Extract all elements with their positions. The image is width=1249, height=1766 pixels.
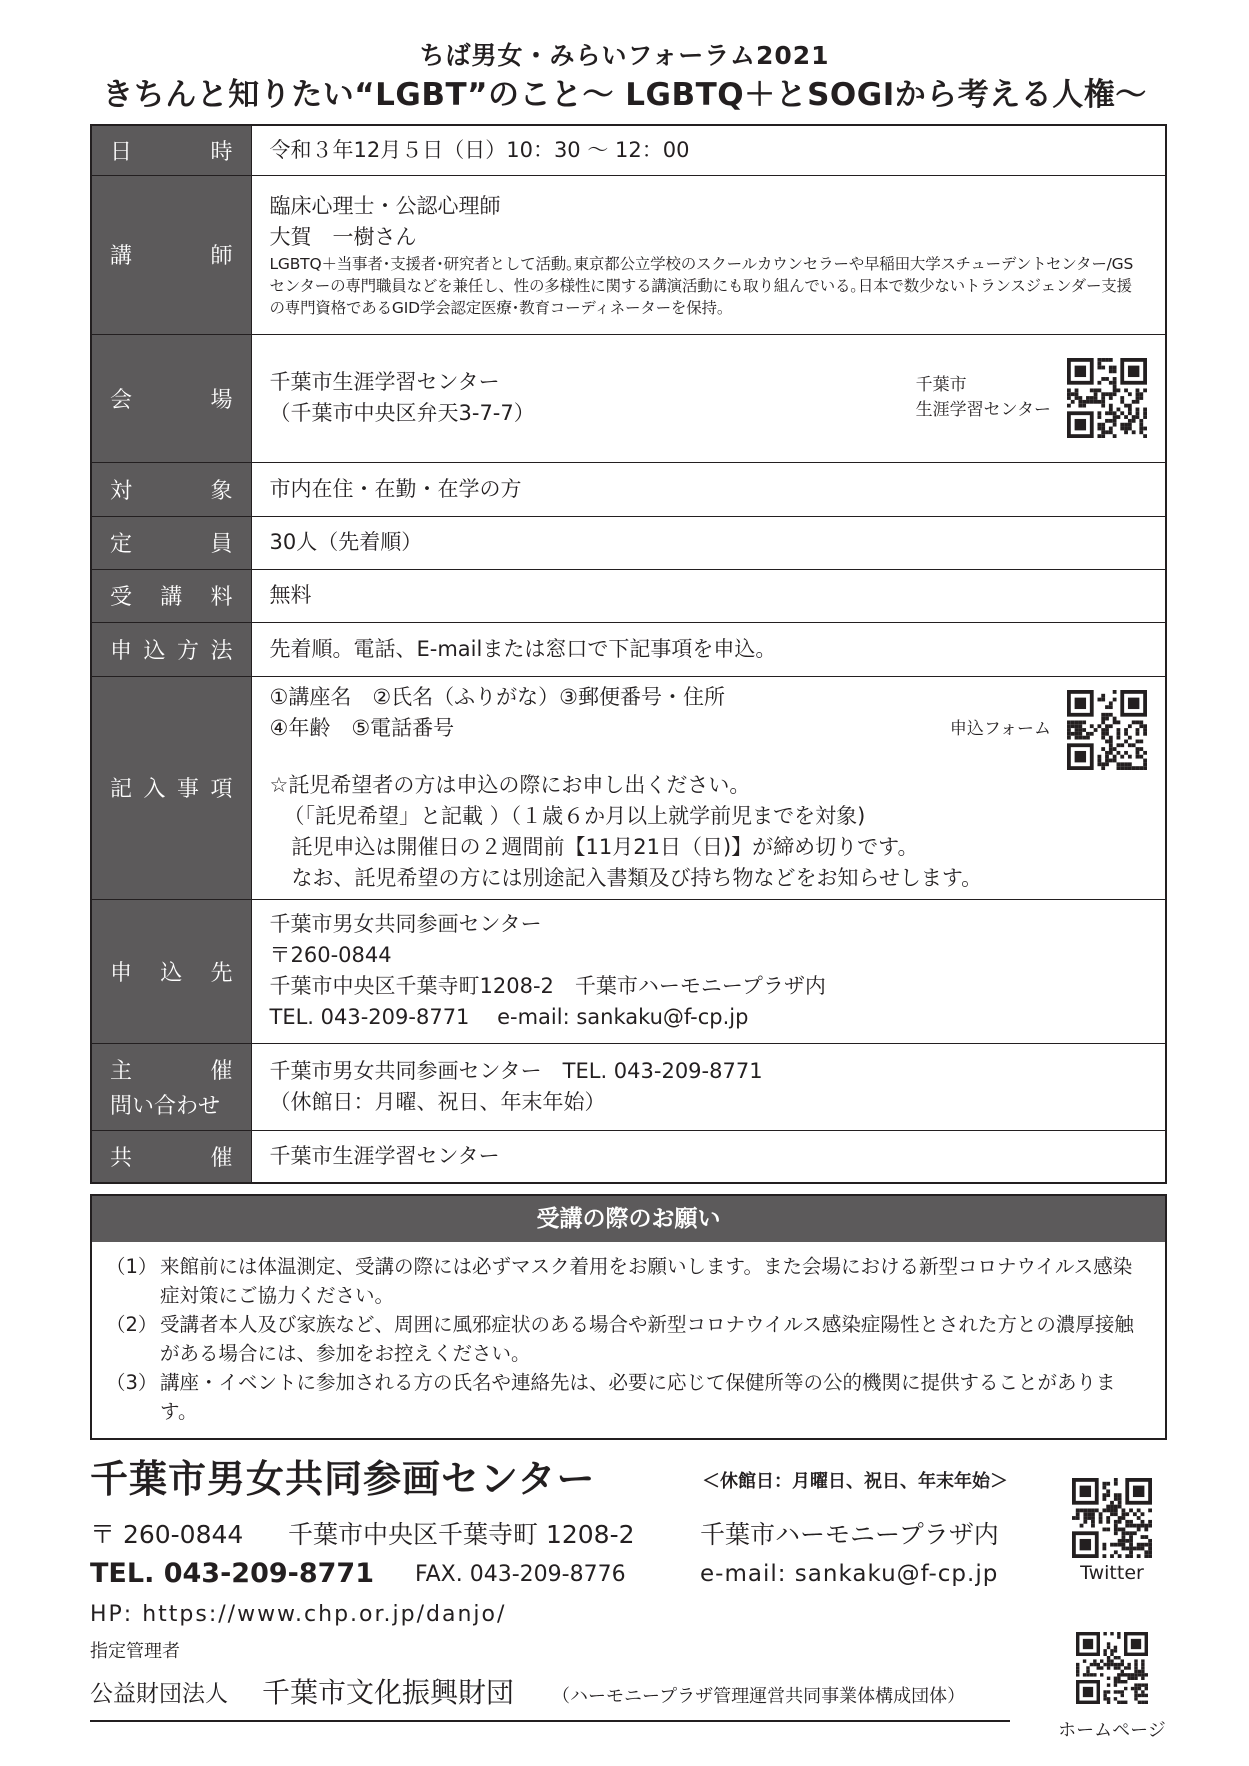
footer bbox=[90, 1455, 1190, 1503]
notice-heading: 受講の際のお願い bbox=[92, 1196, 1165, 1242]
venue-address: （千葉市中央区弁天3-7-7） bbox=[269, 401, 535, 425]
label-inquiry: 問い合わせ bbox=[110, 1093, 221, 1119]
row-capacity bbox=[91, 516, 1166, 569]
apply-form-qr-code-icon[interactable] bbox=[1067, 690, 1147, 770]
label-fee: 受 講 料 bbox=[91, 569, 251, 622]
footer-homepage-link[interactable]: HP: https://www.chp.or.jp/danjo/ bbox=[90, 1602, 507, 1627]
venue-qr-caption-1: 千葉市 bbox=[915, 375, 967, 395]
twitter-qr-code-icon[interactable] bbox=[1072, 1478, 1152, 1558]
label-organizer: 主 催 問い合わせ bbox=[91, 1043, 251, 1130]
entries-line-5: 託児申込は開催日の２週間前【11月21日（日)】が締め切りです。 bbox=[291, 834, 919, 859]
organizer-line-2: （休館日：月曜、祝日、年末年始） bbox=[269, 1089, 606, 1114]
footer-manager-name: 千葉市文化振興財団 bbox=[262, 1676, 515, 1709]
entries-line-3: ☆託児希望者の方は申込の際にお申し出ください。 bbox=[269, 772, 751, 797]
value-target: 市内在住・在勤・在学の方 bbox=[251, 462, 1166, 516]
lecturer-bio: LGBTQ＋当事者･支援者･研究者として活動｡東京都公立学校のスクールカウンセラーや早稲田大学スチューデントセンター/GSセンターの専門職員などを兼任し、性の多様性に関する講演活動にも取り組んでいる｡日本で数少ないトランスジェンダー支援の専門資格であるGID学会認定医療･教育コーディネーターを保持｡ bbox=[269, 254, 1134, 317]
value-entries bbox=[251, 676, 1166, 899]
apply-to-line-3: 千葉市中央区千葉寺町1208-2 千葉市ハーモニープラザ内 bbox=[269, 974, 826, 998]
row-fee bbox=[91, 569, 1166, 622]
venue-qr-caption-2: 生涯学習センター bbox=[915, 400, 1051, 420]
label-target: 対 象 bbox=[91, 462, 251, 516]
value-date: 令和３年12月５日（日）10：30 ～ 12：00 bbox=[251, 125, 1166, 175]
label-method: 申 込 方 法 bbox=[91, 622, 251, 676]
footer-closed-days: ＜休館日：月曜日、祝日、年末年始＞ bbox=[702, 1471, 1008, 1492]
event-subtitle: ちば男女・みらいフォーラム2021 bbox=[419, 41, 830, 70]
entries-line-1: ①講座名 ②氏名（ふりがな）③郵便番号・住所 bbox=[269, 684, 725, 709]
homepage-qr-code-icon[interactable] bbox=[1076, 1632, 1148, 1704]
row-venue bbox=[91, 334, 1166, 462]
event-title: きちんと知りたい“LGBT”のこと～ LGBTQ＋とSOGIから考える人権～ bbox=[102, 77, 1147, 113]
row-apply-to bbox=[91, 899, 1166, 1043]
homepage-qr-block bbox=[1052, 1632, 1172, 1742]
row-date bbox=[91, 125, 1166, 175]
footer-manager-prefix: 公益財団法人 bbox=[90, 1681, 228, 1707]
notice-item: （2） 受講者本人及び家族など、周囲に風邪症状のある場合や新型コロナウイルス感染症陽性とされた方との濃厚接触がある場合には、参加をお控えください。 bbox=[106, 1313, 1134, 1365]
label-capacity: 定 員 bbox=[91, 516, 251, 569]
homepage-label: ホームページ bbox=[1058, 1720, 1166, 1741]
value-organizer bbox=[251, 1043, 1166, 1130]
footer-divider bbox=[90, 1720, 1010, 1722]
footer-address: 千葉市中央区千葉寺町 1208-2 bbox=[288, 1520, 635, 1549]
entries-line-4: （「託児希望」と記載 ）（１歳６か月以上就学前児までを対象) bbox=[283, 803, 866, 828]
footer-manager-label: 指定管理者 bbox=[90, 1641, 180, 1662]
footer-center-name: 千葉市男女共同参画センター bbox=[90, 1457, 596, 1501]
label-entries: 記 入 事 項 bbox=[91, 676, 251, 899]
notice-item: （1） 来館前には体温測定、受講の際には必ずマスク着用をお願いします。また会場における新型コロナウイルス感染症対策にご協力ください。 bbox=[106, 1255, 1133, 1307]
lecturer-title: 臨床心理士・公認心理師 bbox=[269, 193, 501, 218]
row-co-host bbox=[91, 1130, 1166, 1183]
value-apply-to bbox=[251, 899, 1166, 1043]
footer-email[interactable]: e-mail: sankaku@f-cp.jp bbox=[700, 1561, 999, 1587]
notice-box bbox=[90, 1194, 1167, 1440]
apply-to-line-2: 〒260-0844 bbox=[269, 943, 392, 967]
footer-fax: FAX. 043-209-8776 bbox=[415, 1562, 626, 1587]
event-info-table bbox=[90, 124, 1167, 1184]
apply-form-qr-caption: 申込フォーム bbox=[949, 719, 1051, 739]
value-lecturer bbox=[251, 175, 1166, 334]
row-method bbox=[91, 622, 1166, 676]
value-fee: 無料 bbox=[251, 569, 1166, 622]
footer-tel[interactable]: TEL. 043-209-8771 bbox=[90, 1558, 375, 1589]
value-method: 先着順。電話、E-mailまたは窓口で下記事項を申込。 bbox=[251, 622, 1166, 676]
row-entries bbox=[91, 676, 1166, 899]
row-organizer bbox=[91, 1043, 1166, 1130]
value-venue bbox=[251, 334, 1166, 462]
organizer-line-1: 千葉市男女共同参画センター TEL. 043-209-8771 bbox=[269, 1058, 763, 1083]
venue-name: 千葉市生涯学習センター bbox=[269, 370, 500, 394]
apply-to-line-4: TEL. 043-209-8771 e-mail: sankaku@f-cp.jp bbox=[269, 1005, 749, 1029]
row-lecturer bbox=[91, 175, 1166, 334]
label-co-host: 共 催 bbox=[91, 1130, 251, 1183]
notice-item: （3） 講座・イベントに参加される方の氏名や連絡先は、必要に応じて保健所等の公的機関に提供することがあります。 bbox=[106, 1371, 1116, 1423]
twitter-qr-block bbox=[1062, 1478, 1162, 1584]
value-co-host: 千葉市生涯学習センター bbox=[251, 1130, 1166, 1183]
value-capacity: 30人（先着順） bbox=[251, 516, 1166, 569]
label-venue: 会 場 bbox=[91, 334, 251, 462]
label-date: 日 時 bbox=[91, 125, 251, 175]
venue-qr-code-icon[interactable] bbox=[1067, 358, 1147, 438]
label-lecturer: 講 師 bbox=[91, 175, 251, 334]
footer-manager-note: （ハーモニープラザ管理運営共同事業体構成団体） bbox=[552, 1686, 966, 1707]
row-target bbox=[91, 462, 1166, 516]
title-block bbox=[0, 40, 1249, 116]
label-apply-to: 申 込 先 bbox=[91, 899, 251, 1043]
entries-line-2: ④年齢 ⑤電話番号 bbox=[269, 715, 455, 740]
lecturer-name: 大賀 一樹さん bbox=[269, 224, 417, 249]
apply-to-line-1: 千葉市男女共同参画センター bbox=[269, 912, 542, 936]
footer-postal: 〒 260-0844 bbox=[90, 1520, 244, 1549]
twitter-label: Twitter bbox=[1080, 1562, 1144, 1584]
footer-building: 千葉市ハーモニープラザ内 bbox=[700, 1520, 999, 1549]
entries-line-6: なお、託児希望の方には別途記入書類及び持ち物などをお知らせします。 bbox=[291, 865, 983, 890]
